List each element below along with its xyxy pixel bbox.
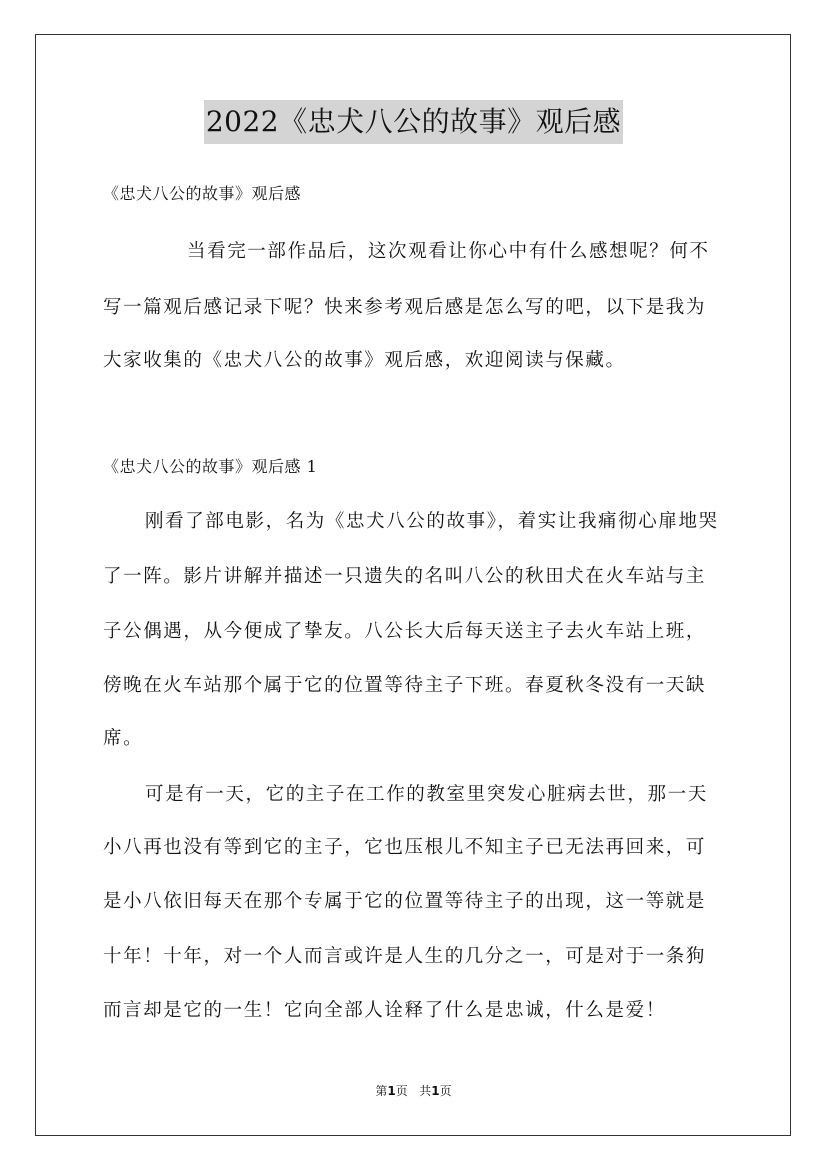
paragraph-line: 小八再也没有等到它的主子，它也压根儿不知主子已无法再回来，可 xyxy=(103,837,707,858)
page-number: 1 xyxy=(387,1084,396,1098)
intro-line: 当看完一部作品后，这次观看让你心中有什么感想呢？何不 xyxy=(187,241,710,262)
page-suffix: 页 xyxy=(395,1084,408,1098)
paragraph-line: 刚看了部电影，名为《忠犬八公的故事》，着实让我痛彻心扉地哭 xyxy=(145,511,719,532)
paragraph-line: 十年！十年，对一个人而言或许是人生的几分之一，可是对于一条狗 xyxy=(103,946,707,967)
page-footer xyxy=(0,1082,827,1099)
document-subtitle: 《忠犬八公的故事》观后感 xyxy=(103,184,302,203)
total-pages: 1 xyxy=(431,1084,440,1098)
paragraph-line: 了一阵。影片讲解并描述一只遗失的名叫八公的秋田犬在火车站与主 xyxy=(103,566,707,587)
total-prefix: 共 xyxy=(419,1084,432,1098)
intro-line: 写一篇观后感记录下呢？快来参考观后感是怎么写的吧，以下是我为 xyxy=(103,297,707,318)
paragraph-line: 而言却是它的一生！它向全部人诠释了什么是忠诚，什么是爱！ xyxy=(103,1000,666,1021)
title-container xyxy=(0,100,827,144)
paragraph-line: 是小八依旧每天在那个专属于它的位置等待主子的出现，这一等就是 xyxy=(103,891,707,912)
paragraph-line: 席。 xyxy=(103,728,144,749)
paragraph-line: 傍晚在火车站那个属于它的位置等待主子下班。春夏秋冬没有一天缺 xyxy=(103,675,707,696)
section-heading: 《忠犬八公的故事》观后感 1 xyxy=(103,457,318,476)
total-suffix: 页 xyxy=(439,1084,452,1098)
document-title: 2022《忠犬八公的故事》观后感 xyxy=(204,100,623,144)
paragraph-line: 可是有一天，它的主子在工作的教室里突发心脏病去世，那一天 xyxy=(145,784,708,805)
paragraph-line: 子公偶遇，从今便成了挚友。八公长大后每天送主子去火车站上班， xyxy=(103,621,707,642)
page-prefix: 第 xyxy=(375,1084,388,1098)
intro-line: 大家收集的《忠犬八公的故事》观后感，欢迎阅读与保藏。 xyxy=(103,350,626,371)
